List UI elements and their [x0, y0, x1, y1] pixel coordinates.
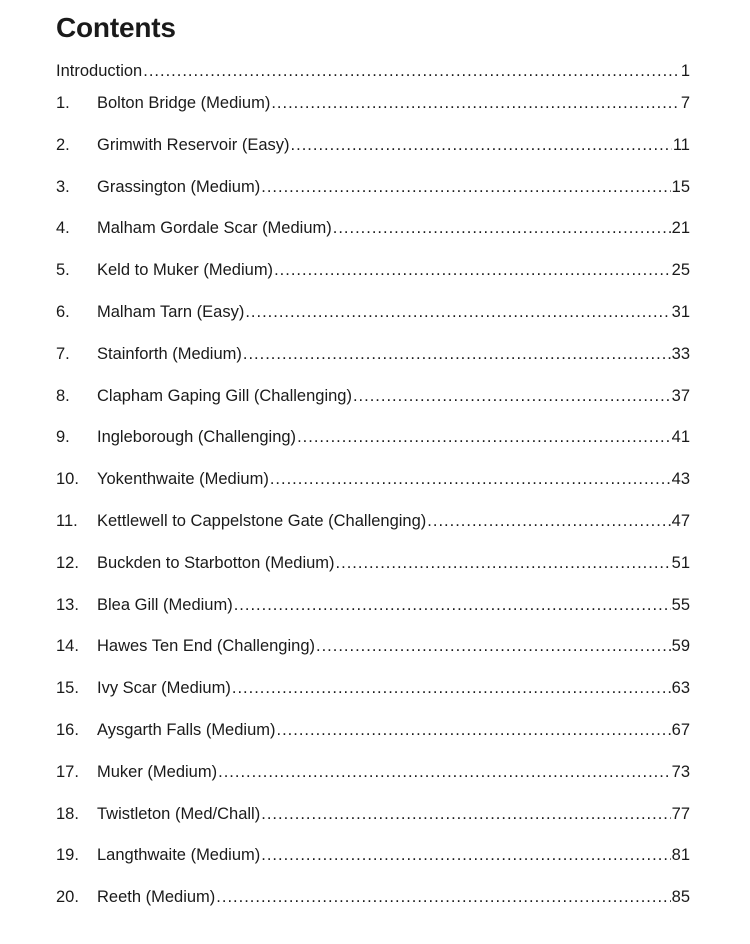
toc-entry-page: 37: [671, 386, 690, 405]
toc-entry[interactable]: [56, 805, 690, 847]
toc-entry[interactable]: [56, 512, 690, 554]
toc-entry-page: 31: [671, 302, 690, 321]
dot-leader: [333, 219, 671, 238]
dot-leader: [353, 387, 671, 406]
toc-entry-label: Muker (Medium): [97, 762, 218, 781]
dot-leader: [271, 94, 679, 113]
toc-entry-page: 7: [680, 94, 690, 112]
toc-entry-page: 85: [671, 888, 690, 907]
toc-entry-page: 59: [671, 637, 690, 656]
toc-entry-number: 19.: [56, 846, 79, 865]
toc-entry[interactable]: [56, 219, 690, 261]
dot-leader: [232, 679, 671, 698]
toc-entry-page: 63: [671, 679, 690, 698]
toc-entry[interactable]: [56, 596, 690, 638]
toc-entry[interactable]: [56, 387, 690, 429]
toc-entry-page: 73: [671, 762, 690, 781]
toc-entry-label: Buckden to Starbotton (Medium): [97, 553, 335, 572]
toc-entry[interactable]: [56, 94, 690, 136]
toc-entry-page: 11: [672, 135, 690, 154]
toc-entry[interactable]: [56, 136, 690, 178]
dot-leader: [261, 805, 670, 824]
toc-entry[interactable]: [56, 637, 690, 679]
toc-entry-page: 67: [671, 720, 690, 739]
toc-entry-number: 1.: [56, 94, 70, 112]
toc-entry-label: Twistleton (Med/Chall): [97, 804, 261, 823]
toc-entry[interactable]: [56, 178, 690, 220]
table-of-contents: [56, 62, 690, 930]
toc-entry-label: Kettlewell to Cappelstone Gate (Challenging): [97, 511, 427, 530]
toc-entry-page: 51: [671, 553, 690, 572]
toc-entry[interactable]: [56, 846, 690, 888]
toc-entry-number: 8.: [56, 386, 70, 405]
toc-entry-label: Malham Tarn (Easy): [97, 302, 245, 321]
toc-entry-page: 21: [671, 219, 690, 238]
toc-entry[interactable]: [56, 345, 690, 387]
toc-entry-label: Aysgarth Falls (Medium): [97, 720, 276, 739]
dot-leader: [291, 136, 672, 155]
toc-entry-number: 12.: [56, 553, 79, 572]
dot-leader: [270, 470, 671, 489]
dot-leader: [261, 846, 670, 865]
page-title: Contents: [56, 12, 176, 43]
toc-entry-number: 15.: [56, 679, 79, 698]
toc-entry[interactable]: [56, 261, 690, 303]
toc-entry-label: Hawes Ten End (Challenging): [97, 637, 315, 656]
toc-entry[interactable]: [56, 428, 690, 470]
toc-entry-number: 5.: [56, 261, 70, 280]
dot-leader: [216, 888, 670, 907]
toc-entry-number: 20.: [56, 888, 79, 907]
dot-leader: [336, 554, 671, 573]
toc-entry-label: Ivy Scar (Medium): [97, 679, 231, 698]
toc-entry[interactable]: [56, 679, 690, 721]
toc-entry-page: 25: [671, 261, 690, 280]
toc-entry-label: Malham Gordale Scar (Medium): [97, 219, 332, 238]
toc-entry-label: Grimwith Reservoir (Easy): [97, 135, 290, 154]
dot-leader: [143, 62, 680, 81]
toc-entry-page: 41: [671, 428, 690, 447]
toc-entry[interactable]: [56, 554, 690, 596]
dot-leader: [234, 596, 671, 615]
dot-leader: [297, 428, 671, 447]
toc-entry-page: 81: [671, 846, 690, 865]
dot-leader: [245, 303, 670, 322]
toc-entry-number: 16.: [56, 720, 79, 739]
toc-entry[interactable]: [56, 763, 690, 805]
toc-entry-number: 10.: [56, 470, 79, 489]
dot-leader: [218, 763, 671, 782]
dot-leader: [316, 637, 671, 656]
toc-entry-label: Langthwaite (Medium): [97, 846, 261, 865]
toc-entry-page: 43: [671, 470, 690, 489]
toc-entry-label: Blea Gill (Medium): [97, 595, 233, 614]
dot-leader: [243, 345, 671, 364]
toc-entry-label: Stainforth (Medium): [97, 344, 242, 363]
toc-entry[interactable]: [56, 470, 690, 512]
toc-entry-page: 1: [680, 62, 690, 80]
toc-entry[interactable]: [56, 888, 690, 930]
toc-entry-number: 18.: [56, 804, 79, 823]
dot-leader: [277, 721, 671, 740]
toc-entry[interactable]: [56, 303, 690, 345]
toc-entry-number: 4.: [56, 219, 70, 238]
toc-entry-page: 77: [671, 804, 690, 823]
toc-entry-number: 7.: [56, 344, 70, 363]
toc-entry-introduction[interactable]: [56, 62, 690, 94]
toc-entry-page: 47: [671, 511, 690, 530]
toc-entry-label: Yokenthwaite (Medium): [97, 470, 269, 489]
toc-entry-page: 15: [671, 177, 690, 196]
toc-entry-number: 11.: [56, 511, 78, 530]
toc-entry-label: Introduction: [56, 62, 143, 80]
toc-entry-page: 33: [671, 344, 690, 363]
toc-entry[interactable]: [56, 721, 690, 763]
toc-entry-label: Reeth (Medium): [97, 888, 216, 907]
toc-entry-label: Ingleborough (Challenging): [97, 428, 297, 447]
toc-entry-number: 17.: [56, 762, 79, 781]
toc-entry-label: Bolton Bridge (Medium): [97, 94, 271, 112]
toc-entry-number: 14.: [56, 637, 79, 656]
dot-leader: [261, 178, 670, 197]
toc-entry-number: 2.: [56, 135, 70, 154]
toc-entry-page: 55: [671, 595, 690, 614]
dot-leader: [274, 261, 671, 280]
toc-entry-number: 9.: [56, 428, 70, 447]
toc-entry-label: Keld to Muker (Medium): [97, 261, 274, 280]
dot-leader: [427, 512, 670, 531]
toc-entry-number: 3.: [56, 177, 70, 196]
toc-entry-number: 6.: [56, 302, 70, 321]
toc-entry-label: Clapham Gaping Gill (Challenging): [97, 386, 352, 405]
toc-entry-label: Grassington (Medium): [97, 177, 261, 196]
toc-entry-number: 13.: [56, 595, 79, 614]
